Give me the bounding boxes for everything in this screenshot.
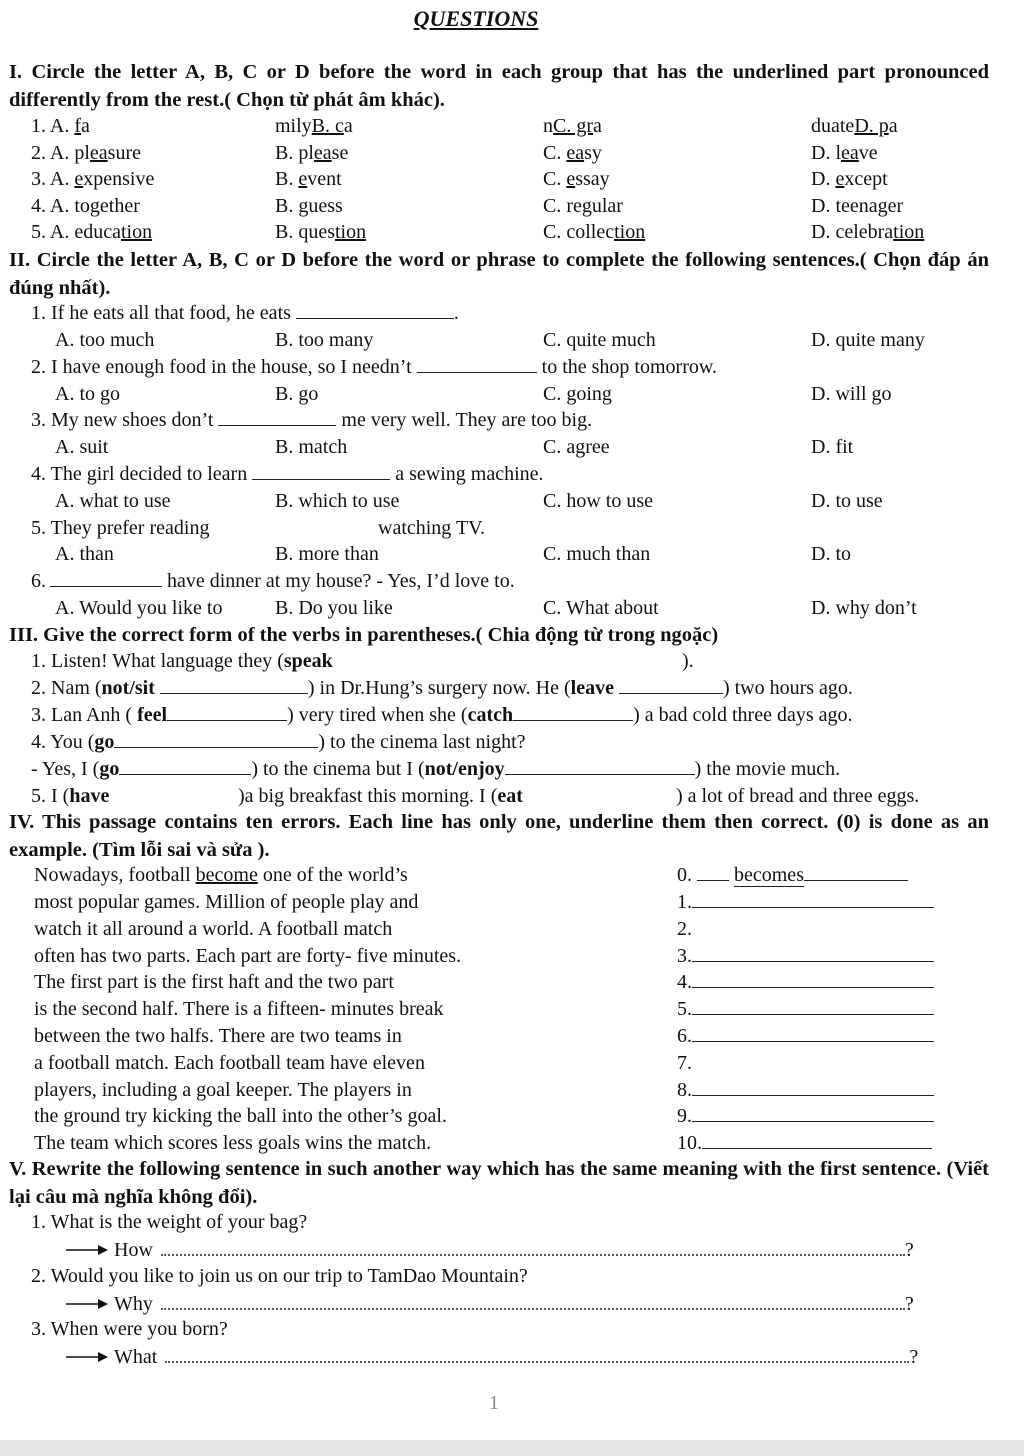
- s1-option: B. please: [275, 141, 349, 164]
- right-arrow-icon: [66, 1290, 108, 1317]
- answer-blank[interactable]: [692, 969, 934, 988]
- section-2-heading: II. Circle the letter A, B, C or D before the word or phrase to complete the following sentences.( Chọn đáp án đúng nhất).: [9, 249, 989, 299]
- s1-option: duateD. pa: [811, 115, 898, 137]
- s3-line-2: 2. Nam (not/sit ) in Dr.Hung’s surgery now. He (leave ) two hours ago.: [31, 677, 853, 699]
- s5-answer-line-1: How ?: [0, 1236, 1024, 1263]
- s4-passage-line-3: often has two parts. Each part are forty- five minutes. 3.: [0, 943, 1024, 970]
- answer-blank[interactable]: [692, 1077, 934, 1096]
- s5-answer-line-2: Why ?: [0, 1290, 1024, 1317]
- s4-passage-line-10: The team which scores less goals wins the match. 10.: [0, 1130, 1024, 1157]
- right-arrow-icon: [66, 1343, 108, 1370]
- answer-dotted-line[interactable]: [161, 1290, 905, 1310]
- s1-option: B. event: [275, 168, 342, 191]
- s1-word-group-2: [0, 140, 1024, 167]
- s2-question-2: 2. I have enough food in the house, so I needn’t to the shop tomorrow.: [31, 356, 718, 378]
- answer-blank[interactable]: [692, 1103, 934, 1122]
- s2-options-5: A. than B. more than C. much than D. to: [55, 543, 851, 565]
- answer-dotted-line[interactable]: [165, 1343, 909, 1363]
- s4-passage-line-2: watch it all around a world. A football match 2.: [34, 917, 692, 940]
- s1-word-group-4: [0, 193, 1024, 220]
- s2-question-3: 3. My new shoes don’t me very well. They are too big.: [31, 409, 593, 431]
- s1-option: C. easy: [543, 141, 602, 164]
- s2-options-1: A. too much B. too many C. quite much D. quite many: [55, 329, 925, 351]
- s2-options-6: A. Would you like to B. Do you like C. What about D. why don’t: [55, 597, 917, 619]
- example-error-word: become: [195, 864, 258, 886]
- s4-passage-line-0: Nowadays, football become one of the world’s 0. becomes: [0, 862, 1024, 889]
- s5-question-2: 2. Would you like to join us on our trip to TamDao Mountain?: [31, 1264, 528, 1287]
- s5-question-3: 3. When were you born?: [31, 1318, 228, 1340]
- page-title: QUESTIONS: [413, 6, 539, 31]
- answer-blank[interactable]: [692, 889, 934, 908]
- s4-passage-line-1: most popular games. Million of people play and 1.: [0, 889, 1024, 916]
- answer-blank[interactable]: [692, 1023, 934, 1042]
- s2-question-4: 4. The girl decided to learn a sewing machine.: [31, 463, 544, 485]
- answer-blank[interactable]: [692, 996, 934, 1015]
- s4-passage-line-4: The first part is the first haft and the two part 4.: [0, 969, 1024, 996]
- s2-question-5: 5. They prefer reading watching TV.: [31, 517, 486, 539]
- s2-question-1: 1. If he eats all that food, he eats .: [31, 302, 459, 324]
- s1-option: 4. A. together: [31, 194, 140, 217]
- s1-option: nC. gra: [543, 115, 602, 137]
- s3-line-1: 1. Listen! What language they (speak ).: [31, 650, 694, 672]
- s1-option: C. regular: [543, 194, 623, 217]
- s1-word-group-5: [0, 219, 1024, 246]
- answer-dotted-line[interactable]: [161, 1236, 905, 1256]
- s1-option: C. collection: [543, 221, 646, 244]
- page-number: 1: [489, 1392, 499, 1414]
- s1-word-group-1: [0, 113, 1024, 140]
- s1-option: D. teenager: [811, 194, 904, 217]
- section-3-heading: III. Give the correct form of the verbs in parentheses.( Chia động từ trong ngoặc): [9, 624, 719, 646]
- s1-option: B. guess: [275, 194, 343, 217]
- viewer-bottom-strip: [0, 1440, 1024, 1456]
- s3-line-6: 5. I (have )a big breakfast this morning. I (eat ) a lot of bread and three eggs.: [31, 785, 920, 807]
- section-4-heading: IV. This passage contains ten errors. Each line has only one, underline them then correct. (0) is done as an example. (Tìm lỗi sai và sửa ).: [9, 811, 989, 861]
- s5-question-1: 1. What is the weight of your bag?: [31, 1211, 308, 1233]
- s1-option: C. essay: [543, 168, 610, 191]
- s4-passage-line-9: the ground try kicking the ball into the other’s goal. 9.: [0, 1103, 1024, 1130]
- s1-word-group-3: [0, 166, 1024, 193]
- s2-question-6: 6. have dinner at my house? - Yes, I’d love to.: [31, 570, 515, 592]
- s5-answer-line-3: What ?: [0, 1343, 1024, 1370]
- s1-option: D. leave: [811, 141, 878, 164]
- s1-option: 5. A. education: [31, 221, 153, 244]
- s1-option: D. celebration: [811, 221, 925, 244]
- s2-options-2: A. to go B. go C. going D. will go: [55, 383, 892, 405]
- s4-passage-line-7: a football match. Each football team have eleven 7.: [34, 1051, 692, 1074]
- s2-options-4: A. what to use B. which to use C. how to use D. to use: [55, 490, 883, 512]
- s1-option: milyB. ca: [275, 115, 353, 137]
- s4-passage-line-6: between the two halfs. There are two teams in 6.: [0, 1023, 1024, 1050]
- s4-passage-line-5: is the second half. There is a fifteen- minutes break 5.: [0, 996, 1024, 1023]
- s1-option: 1. A. fa: [31, 115, 90, 137]
- section-5-heading: V. Rewrite the following sentence in such another way which has the same meaning with the first sentence. (Viết lại câu mà nghĩa không đổi).: [9, 1158, 989, 1208]
- s3-line-3: 3. Lan Anh ( feel ) very tired when she (catch ) a bad cold three days ago.: [31, 704, 853, 726]
- s1-option: D. except: [811, 168, 888, 191]
- right-arrow-icon: [66, 1236, 108, 1263]
- s2-options-3: A. suit B. match C. agree D. fit: [55, 436, 854, 458]
- answer-blank[interactable]: [702, 1130, 932, 1149]
- answer-blank[interactable]: [692, 943, 934, 962]
- s1-option: B. question: [275, 221, 367, 244]
- s4-passage-line-8: players, including a goal keeper. The players in 8.: [0, 1077, 1024, 1104]
- section-1-heading: I. Circle the letter A, B, C or D before the word in each group that has the underlined part pronounced differently from the rest.( Chọn từ phát âm khác).: [9, 61, 989, 111]
- s1-option: 2. A. pleasure: [31, 141, 141, 164]
- s3-line-4: 4. You (go ) to the cinema last night?: [31, 731, 526, 753]
- s3-line-5: - Yes, I (go ) to the cinema but I (not/enjoy ) the movie much.: [31, 758, 841, 780]
- s1-option: 3. A. expensive: [31, 168, 155, 191]
